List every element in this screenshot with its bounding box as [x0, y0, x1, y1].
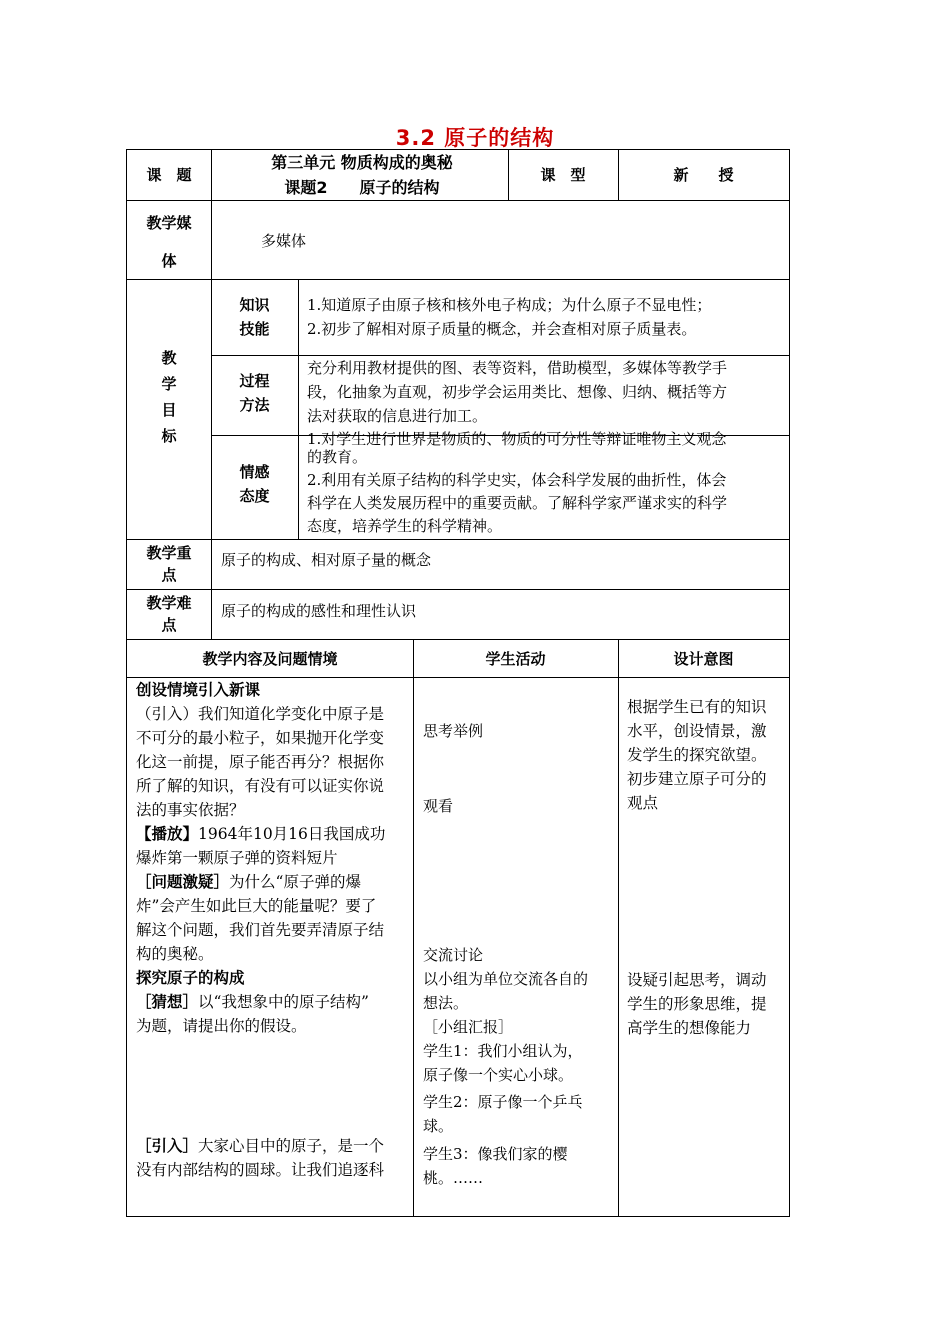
emotion-text: 1.对学生进行世界是物质的、物质的可分性等辩证唯物主义观念 的教育。 2.利用有关原子结构的科学史实，体会科学发展的曲折性，体会 科学在人类发展历程中的重要贡献。了解科学家严谨求实的科学 态度，培养学生的科学精神。 — [307, 430, 728, 535]
media-label: 教学媒 体 — [146, 214, 192, 270]
topic-value: 第三单元 物质构成的奥秘 课题2 原子的结构 — [271, 153, 453, 197]
content-column: 创设情境引入新课 （引入）我们知道化学变化中原子是 不可分的最小粒子，如果抛开化学变 化这一前提，原子能否再分？根据你 所了解的知识，有没有可以证实你说 法的事实依据？ 【播放】1964年10月16日我国成功 爆炸第一颗原子弹的资料短片 ［问题激疑］为什么“原子弹的爆 炸”会产生如此巨大的能量呢？要了 解这个问题，我们首先要弄清原子结 构的奥秘。 探究原子的构成 ［猜想］以“我想象中的原子结构” 为题，请提出你的假设。 ［引入］大家心目中的原子，是一个 没有内部结构的圆球。让我们追逐科 — [136, 678, 411, 1182]
column-header-activity: 学生活动 — [485, 650, 546, 668]
intent-1: 根据学生已有的知识 水平，创设情景，激 发学生的探究欲望。 初步建立原子可分的 观点 — [627, 698, 767, 812]
document-title: 3.2 原子的结构 — [395, 126, 555, 150]
objectives-label: 教 学 目 标 — [161, 349, 177, 445]
column-header-intent: 设计意图 — [673, 650, 734, 668]
lesson-plan-table — [126, 149, 790, 1217]
knowledge-text: 1.知道原子由原子核和核外电子构成；为什么原子不显电性； 2.初步了解相对原子质量的概念，并会查相对原子质量表。 — [307, 296, 712, 338]
section-heading-explore: 探究原子的构成 — [136, 969, 245, 987]
type-label: 课 型 — [540, 166, 586, 184]
difficulty-value: 原子的构成的感性和理性认识 — [221, 602, 417, 620]
process-text: 充分利用教材提供的图、表等资料，借助模型，多媒体等教学手 段，化抽象为直观，初步学会运用类比、想像、归纳、概括等方 法对获取的信息进行加工。 — [307, 359, 728, 425]
difficulty-label: 教学难 点 — [146, 594, 192, 634]
activity-discussion: 交流讨论 以小组为单位交流各自的 想法。 ［小组汇报］ 学生1：我们小组认为， 原子像一个实心小球。 学生2：原子像一个乒乓 球。 学生3：像我们家的樱 桃。…… — [423, 946, 589, 1187]
media-value: 多媒体 — [261, 232, 307, 250]
section-heading-intro: 创设情境引入新课 — [136, 681, 261, 699]
knowledge-label: 知识 技能 — [239, 296, 270, 338]
intent-2: 设疑引起思考，调动 学生的形象思维，提 高学生的想像能力 — [627, 971, 767, 1037]
activity-watch: 观看 — [423, 797, 454, 815]
key-point-label: 教学重 点 — [146, 544, 192, 584]
column-header-content: 教学内容及问题情境 — [202, 650, 338, 668]
type-value: 新 授 — [673, 166, 734, 184]
key-point-value: 原子的构成、相对原子量的概念 — [221, 551, 432, 569]
process-label: 过程 方法 — [239, 372, 270, 414]
topic-label: 课 题 — [146, 166, 192, 184]
emotion-label: 情感 态度 — [239, 463, 270, 505]
activity-think: 思考举例 — [423, 722, 484, 740]
